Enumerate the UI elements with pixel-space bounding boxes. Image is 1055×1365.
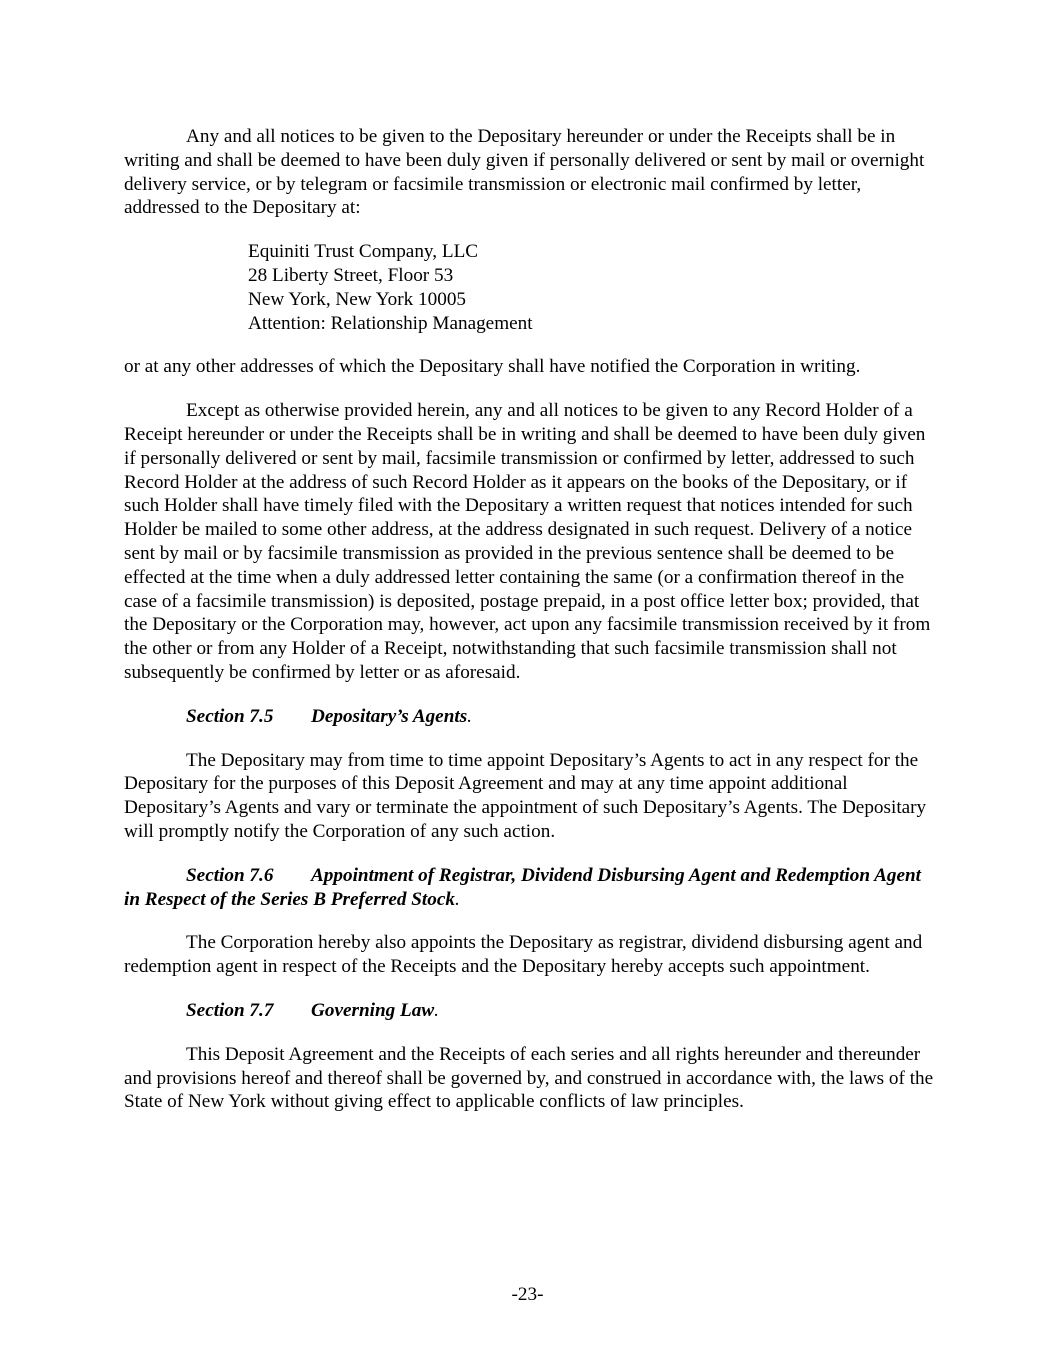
section-7-5-period: . bbox=[467, 705, 472, 727]
address-line-street: 28 Liberty Street, Floor 53 bbox=[248, 264, 454, 286]
section-7-7-number: Section 7.7 bbox=[186, 999, 274, 1021]
section-7-6-heading bbox=[124, 864, 934, 912]
depositary-address-block bbox=[248, 240, 934, 335]
section-7-5-number: Section 7.5 bbox=[186, 705, 274, 727]
section-7-6-number: Section 7.6 bbox=[186, 864, 274, 886]
notice-to-depositary-paragraph: Any and all notices to be given to the Depositary hereunder or under the Receipts shall be in writing and shall be deemed to have been duly given if personally delivered or sent by mail or overnight delivery service, or by telegram or facsimile transmission or electronic mail confirmed by letter, addressed to the Depositary at: bbox=[124, 126, 925, 219]
page-number: -23- bbox=[511, 1284, 544, 1305]
address-line-attention: Attention: Relationship Management bbox=[248, 312, 533, 334]
section-7-6-period: . bbox=[454, 888, 460, 910]
depositary-agents-paragraph: The Depositary may from time to time appoint Depositary’s Agents to act in any respect for the Depositary for the purposes of this Deposit Agreement and may at any time appoint additional Depositary’s Agents and vary or terminate the appointment of such Depositary’s Agents. The Depositary will promptly notify the Corporation of any such action. bbox=[124, 749, 927, 842]
address-line-company: Equiniti Trust Company, LLC bbox=[248, 241, 479, 263]
registrar-appointment-paragraph: The Corporation hereby also appoints the Depositary as registrar, dividend disbursing agent and redemption agent in respect of the Receipts and the Depositary hereby accepts such appointment. bbox=[124, 932, 923, 978]
section-7-7-title: Governing Law bbox=[311, 999, 435, 1021]
governing-law-paragraph: This Deposit Agreement and the Receipts of each series and all rights hereunder and thereunder and provisions hereof and thereof shall be governed by, and construed in accordance with, the laws of the State of New York without giving effect to applicable conflicts of law principles. bbox=[124, 1043, 934, 1113]
record-holder-notice-paragraph: Except as otherwise provided herein, any and all notices to be given to any Record Holder of a Receipt hereunder or under the Receipts shall be in writing and shall be deemed to have been duly given if personally delivered or sent by mail, facsimile transmission or confirmed by letter, addressed to such Record Holder at the address of such Record Holder as it appears on the books of the Depositary, or if such Holder shall have timely filed with the Depositary a written request that notices intended for such Holder be mailed to some other address, at the address designated in such request. Delivery of a notice sent by mail or by facsimile transmission as provided in the previous sentence shall be deemed to be effected at the time when a duly addressed letter containing the same (or a confirmation thereof in the case of a facsimile transmission) is deposited, postage prepaid, in a post office letter box; provided, that the Depositary or the Corporation may, however, act upon any facsimile transmission received by it from the other or from any Holder of a Receipt, notwithstanding that such facsimile transmission shall not subsequently be confirmed by letter or as aforesaid. bbox=[124, 400, 931, 683]
section-7-6-title: Appointment of Registrar, Dividend Disbursing Agent and Redemption Agent in Respect of the Series B Preferred Stock bbox=[124, 864, 921, 910]
section-7-7-heading bbox=[124, 999, 934, 1023]
section-7-7-period: . bbox=[434, 999, 439, 1021]
document-page bbox=[124, 125, 934, 1114]
section-7-5-title: Depositary’s Agents bbox=[311, 705, 468, 727]
address-line-city: New York, New York 10005 bbox=[248, 288, 467, 310]
other-addresses-paragraph: or at any other addresses of which the Depositary shall have notified the Corporation in writing. bbox=[124, 356, 861, 378]
section-7-5-heading bbox=[124, 705, 934, 729]
